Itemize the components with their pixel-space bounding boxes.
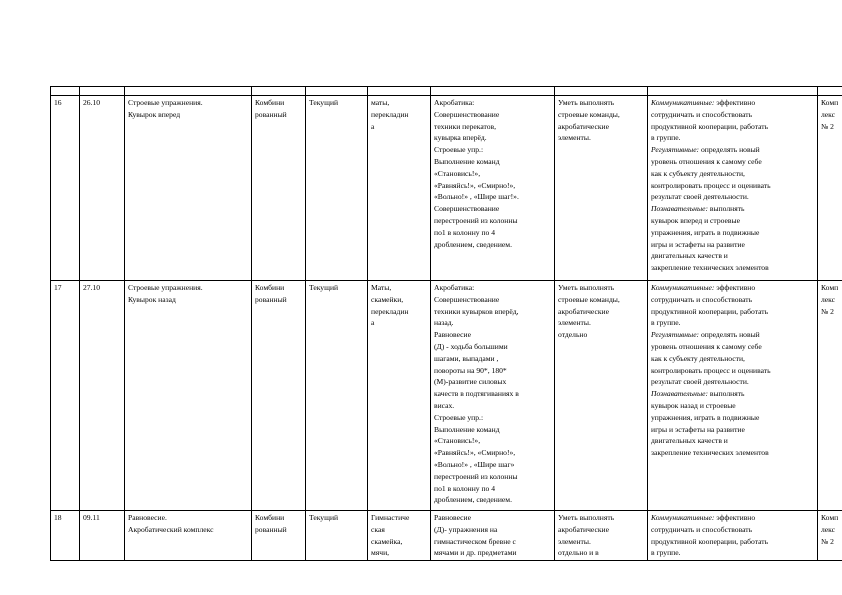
uud-cell bbox=[648, 281, 818, 511]
header-cell bbox=[306, 87, 368, 96]
planned-outcomes: Уметь выполнять строевые команды, акробатические элементы. отдельно bbox=[555, 281, 648, 511]
uud-paragraph bbox=[651, 329, 814, 388]
uud-label: Регулятивные: bbox=[651, 145, 700, 155]
header-cell bbox=[818, 87, 842, 96]
uud-paragraph bbox=[651, 144, 814, 203]
exercise-complex: Комп лекс № 2 bbox=[818, 281, 842, 511]
control-type: Текущий bbox=[306, 281, 368, 511]
lesson-topic: Строевые упражнения. Кувырок вперед bbox=[125, 96, 252, 281]
uud-paragraph bbox=[651, 388, 814, 459]
uud-label: Познавательные: bbox=[651, 389, 708, 399]
control-type: Текущий bbox=[306, 96, 368, 281]
equipment: маты, перекладин а bbox=[368, 96, 431, 281]
lesson-number: 16 bbox=[51, 96, 80, 281]
uud-label: Познавательные: bbox=[651, 204, 708, 214]
lesson-content: Акробатика: Совершенствование техники кувырков вперёд, назад. Равновесие (Д) - ходьба большими шагами, выпадами , повороты на 90*, 180* (М)-развитие силовых качеств в подтягиваниях в висах. Строевые упр.: Выполнение команд «Становись!», «Равняйсь!», «Смирно!», «Вольно!» , «Шире шаг» перестроений из колонны по1 в колонну по 4 дроблением, сведением. bbox=[431, 281, 555, 511]
lesson-plan-table bbox=[50, 86, 842, 561]
uud-text: эффективно сотрудничать и способствовать продуктивной кооперации, работать в группе. bbox=[651, 283, 769, 328]
uud-text: определять новый уровень отношения к самому себе как к субъекту деятельности, контролировать процесс и оценивать результат своей деятельности. bbox=[651, 145, 771, 202]
header-cell bbox=[368, 87, 431, 96]
control-type: Текущий bbox=[306, 511, 368, 561]
planned-outcomes: Уметь выполнять акробатические элементы. отдельно и в bbox=[555, 511, 648, 561]
lesson-content: Акробатика: Совершенствование техники перекатов, кувырка вперёд. Строевые упр.: Выполнение команд «Становись!», «Равняйсь!», «Смирно!», «Вольно!» , «Шире шаг!». Совершенствование перестроений из колонны по1 в колонну по 4 дроблением, сведением. bbox=[431, 96, 555, 281]
uud-paragraph bbox=[651, 512, 814, 559]
uud-text: определять новый уровень отношения к самому себе как к субъекту деятельности, контролировать процесс и оценивать результат своей деятельности. bbox=[651, 330, 771, 387]
lesson-date: 26.10 bbox=[80, 96, 125, 281]
lesson-type: Комбини рованный bbox=[252, 96, 306, 281]
exercise-complex: Комп лекс № 2 bbox=[818, 96, 842, 281]
exercise-complex: Комп лекс № 2 bbox=[818, 511, 842, 561]
uud-label: Коммуникативные: bbox=[651, 513, 715, 522]
uud-label: Коммуникативные: bbox=[651, 98, 715, 107]
header-cell bbox=[80, 87, 125, 96]
lesson-date: 27.10 bbox=[80, 281, 125, 511]
header-cell bbox=[431, 87, 555, 96]
uud-paragraph bbox=[651, 282, 814, 329]
header-cell bbox=[555, 87, 648, 96]
lesson-number: 17 bbox=[51, 281, 80, 511]
planned-outcomes: Уметь выполнять строевые команды, акробатические элементы. bbox=[555, 96, 648, 281]
uud-paragraph bbox=[651, 203, 814, 274]
equipment: Маты, скамейки, перекладин а bbox=[368, 281, 431, 511]
uud-label: Коммуникативные: bbox=[651, 283, 715, 292]
lesson-type: Комбини рованный bbox=[252, 281, 306, 511]
uud-text: эффективно сотрудничать и способствовать продуктивной кооперации, работать в группе. bbox=[651, 98, 769, 143]
header-row bbox=[51, 87, 842, 96]
table-row bbox=[51, 281, 842, 511]
header-cell bbox=[252, 87, 306, 96]
header-cell bbox=[51, 87, 80, 96]
header-cell bbox=[125, 87, 252, 96]
header-cell bbox=[648, 87, 818, 96]
lesson-type: Комбини рованный bbox=[252, 511, 306, 561]
lesson-number: 18 bbox=[51, 511, 80, 561]
table-row bbox=[51, 511, 842, 561]
equipment: Гимнастиче ская скамейка, мячи, bbox=[368, 511, 431, 561]
lesson-date: 09.11 bbox=[80, 511, 125, 561]
uud-cell bbox=[648, 511, 818, 561]
uud-text: выполнять кувырок назад и строевые упражнения, играть в подвижные игры и эстафеты на развитие двигательных качеств и закрепление технических элементов bbox=[651, 389, 769, 458]
lesson-content: Равновесие (Д)- упражнения на гимнастическом бревне с мячами и др. предметами bbox=[431, 511, 555, 561]
uud-text: выполнять кувырок вперед и строевые упражнения, играть в подвижные игры и эстафеты на развитие двигательных качеств и закрепление технических элементов bbox=[651, 204, 769, 273]
uud-cell bbox=[648, 96, 818, 281]
uud-paragraph bbox=[651, 97, 814, 144]
uud-text: эффективно сотрудничать и способствовать продуктивной кооперации, работать в группе. bbox=[651, 513, 769, 558]
lesson-topic: Строевые упражнения. Кувырок назад bbox=[125, 281, 252, 511]
table-row bbox=[51, 96, 842, 281]
lesson-topic: Равновесие. Акробатический комплекс bbox=[125, 511, 252, 561]
uud-label: Регулятивные: bbox=[651, 330, 700, 340]
